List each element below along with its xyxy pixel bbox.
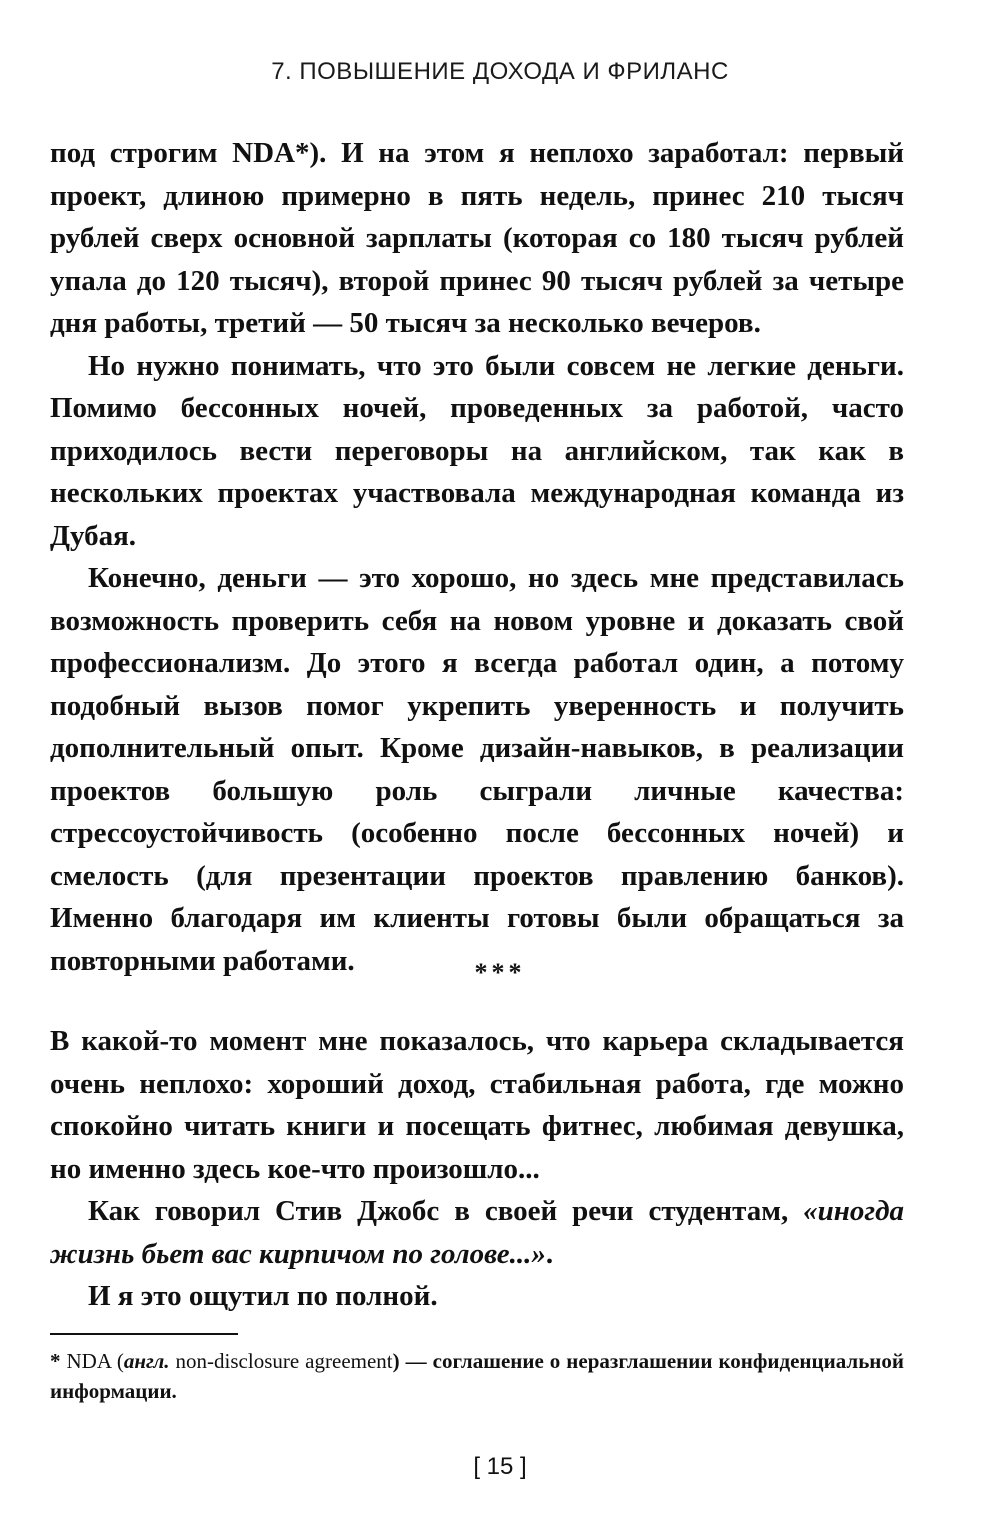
paragraph-jobs-quote [50, 1190, 904, 1275]
quote-lead: Как говорил Стив Джобс в своей речи студентам, [88, 1195, 804, 1227]
footnote-english: non-disclosure agreement [169, 1349, 393, 1373]
main-text-top [50, 132, 904, 982]
footnote-term: NDA ( [66, 1349, 124, 1373]
footnote [50, 1346, 904, 1406]
main-text-bottom [50, 1020, 904, 1318]
page-number: [ 15 ] [473, 1453, 527, 1480]
paragraph-felt-it: И я это ощутил по полной. [88, 1280, 438, 1312]
footnote-abbr: англ. [123, 1349, 170, 1373]
paragraph-professionalism: Конечно, деньги — это хорошо, но здесь мне представилась возможность проверить себя на новом уровне и доказать свой профессионализм. До этого я всегда работал один, а потому подобный вызов помог укрепить уверенность и получить дополнительный опыт. Кроме дизайн-навыков, в реализации проектов большую роль сыграли личные качества: стрессоустойчивость (особенно после бессонных ночей) и смелость (для презентации проектов правлению банков). Именно благодаря им клиенты готовы были обращаться за повторными работами. [50, 562, 904, 977]
footnote-definition: ) — соглашение о неразглашении конфиденциальной информации. [50, 1349, 905, 1403]
running-title: 7. ПОВЫШЕНИЕ ДОХОДА И ФРИЛАНС [271, 58, 729, 85]
jobs-quote: «иногда жизнь бьет вас кирпичом по голове...» [50, 1195, 904, 1270]
quote-end: . [545, 1237, 554, 1270]
footnote-divider [50, 1333, 238, 1335]
paragraph-career: В какой-то момент мне показалось, что карьера складывается очень неплохо: хороший доход, стабильная работа, где можно спокойно читать книги и посещать фитнес, любимая девушка, но именно здесь кое-что произошло... [50, 1025, 904, 1185]
paragraph-hard-money: Но нужно понимать, что это были совсем не легкие деньги. Помимо бессонных ночей, проведенных за работой, часто приходилось вести переговоры на английском, так как в нескольких проектах участвовала международная команда из Дубая. [50, 349, 904, 552]
section-separator: *** [474, 958, 526, 987]
footnote-marker: * [50, 1349, 67, 1373]
paragraph-nda-income: под строгим NDA*). И на этом я неплохо заработал: первый проект, длиною примерно в пять недель, принес 210 тысяч рублей сверх основной зарплаты (которая со 180 тысяч рублей упала до 120 тысяч), второй принес 90 тысяч рублей за четыре дня работы, третий — 50 тысяч за несколько вечеров. [50, 137, 904, 339]
